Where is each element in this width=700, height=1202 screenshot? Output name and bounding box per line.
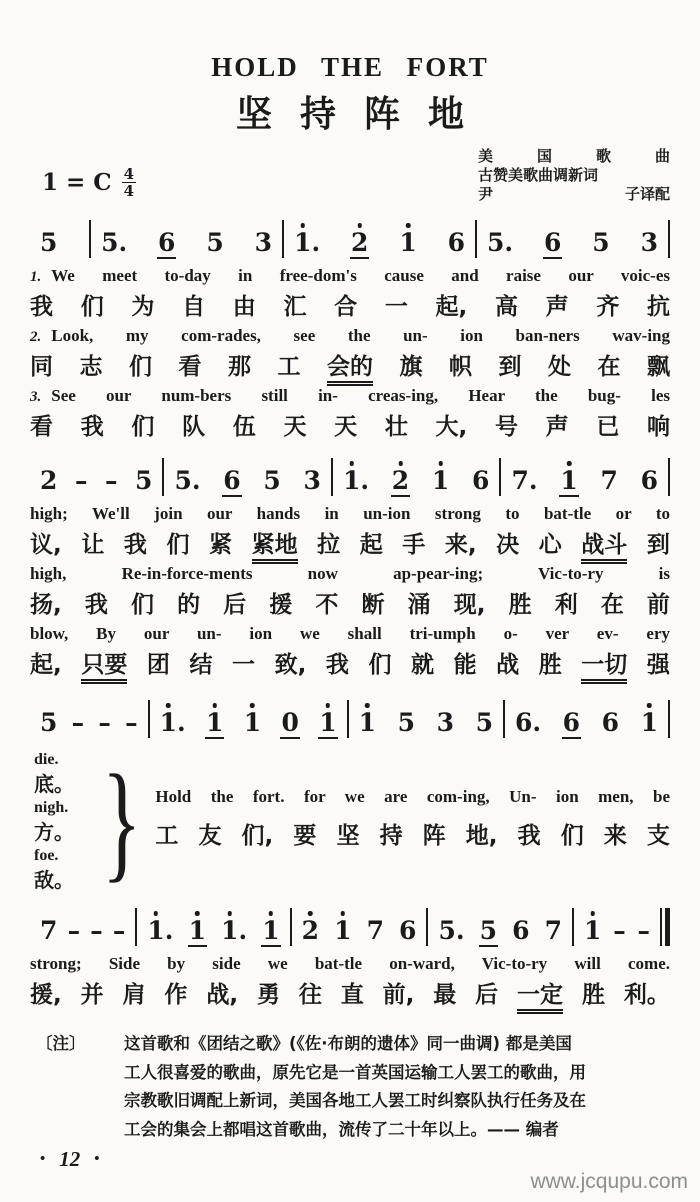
lyric-syllable: 壮 <box>384 413 408 440</box>
note-digit: 5. <box>487 228 514 257</box>
lyric-line-en <box>30 266 670 291</box>
verse-number: 3. <box>30 389 42 405</box>
lyric-line-zh <box>30 291 670 326</box>
lyric-syllable: 帜 <box>449 353 472 380</box>
ending-word: 方。 <box>34 820 74 844</box>
note-digit: 1. <box>146 907 174 947</box>
editor-note <box>30 1030 670 1144</box>
measure <box>30 219 89 259</box>
music-line-4 <box>30 900 670 954</box>
lyric-syllable: 地, <box>465 822 498 849</box>
lyric-syllable: 我 <box>517 822 541 849</box>
lyric-syllable: 涌 <box>407 591 431 618</box>
lyric-syllable: 声 <box>545 293 569 320</box>
lyric-syllable: 号 <box>494 413 518 440</box>
lyric-syllable: 手 <box>402 531 426 558</box>
lyric-text: Hold the fort. for we are com-ing, Un- ion men, be <box>155 787 670 806</box>
barline <box>668 700 670 738</box>
lyric-syllable: 齐 <box>596 293 620 320</box>
lyric-line-zh <box>30 351 670 386</box>
lyric-syllable: 抗 <box>647 293 670 320</box>
credit-text: 子译配 <box>624 185 670 203</box>
barline-thin <box>660 908 662 946</box>
page-bullet-right: • <box>94 1151 100 1167</box>
lyric-syllable: 不 <box>315 591 339 618</box>
note-digit: 1 <box>318 699 337 739</box>
page-number <box>40 1147 100 1172</box>
ending-word: 底。 <box>34 772 74 796</box>
lyric-syllable: 合 <box>334 293 358 320</box>
note-digit: 1. <box>159 699 187 739</box>
note-digit: 1 <box>559 457 578 497</box>
note-lines <box>124 1030 670 1144</box>
note-digit: 7 <box>40 916 58 945</box>
credit-line-origin <box>478 147 670 166</box>
note-digit: 6 <box>512 916 530 945</box>
lyric-syllable: 前, <box>382 981 415 1008</box>
lyric-syllable: 后 <box>475 981 499 1008</box>
lyric-syllable: 那 <box>228 353 251 380</box>
lyric-syllable: 们 <box>131 413 155 440</box>
chorus-lyrics <box>155 787 670 855</box>
ending-word: foe. <box>34 847 59 864</box>
lyric-line-zh <box>30 529 670 564</box>
dash-glyph: – <box>71 708 85 737</box>
lyric-syllable: 后 <box>223 591 247 618</box>
music-line-2 <box>30 450 670 504</box>
measure <box>284 219 475 259</box>
note-digit: 5 <box>475 708 493 737</box>
measure <box>30 457 162 497</box>
lyric-line-en <box>30 386 670 411</box>
lyric-syllable: 已 <box>596 413 620 440</box>
note-digit: 1 <box>243 699 262 739</box>
lyric-syllable: 断 <box>361 591 385 618</box>
lyric-syllable: 战 <box>496 651 520 678</box>
dash-glyph: – <box>67 916 81 945</box>
lyric-syllable: 自 <box>182 293 206 320</box>
lyric-syllable: 来, <box>444 531 477 558</box>
note-digit: 2 <box>40 466 58 495</box>
note-digit: 7 <box>600 466 618 495</box>
lyric-syllable: 前 <box>646 591 670 618</box>
note-line: 工会的集会上都唱这首歌曲，流传了二十年以上。—— 编者 <box>124 1119 559 1139</box>
note-digit: 1 <box>205 699 224 739</box>
measure <box>501 457 668 497</box>
title-chinese: 坚持阵地 <box>235 94 492 135</box>
lyric-syllable: 天 <box>334 413 358 440</box>
lyric-syllable: 大, <box>435 413 468 440</box>
note-digit: 3 <box>303 466 321 495</box>
note-digit: 6 <box>447 228 465 257</box>
dash-glyph: – <box>125 708 138 737</box>
meter-numerator: 4 <box>123 165 135 183</box>
note-digit: 6 <box>399 916 417 945</box>
lyric-syllable: 就 <box>411 651 434 678</box>
lyric-line-zh <box>30 979 670 1014</box>
note-label: 〔注〕 <box>36 1034 86 1053</box>
note-digit: 5 <box>592 228 610 257</box>
lyric-syllable: 一 <box>384 293 408 320</box>
lyric-syllable: 支 <box>646 822 670 849</box>
note-digit: 2 <box>391 457 410 497</box>
lyric-syllable: 援 <box>269 591 293 618</box>
lyric-text: blow, By our un- ion we shall tri-umph o- ver ev- ery <box>30 624 670 643</box>
note-digit: 1 <box>640 699 659 739</box>
lyric-syllable: 战斗 <box>581 533 627 564</box>
lyric-syllable: 直 <box>340 981 364 1008</box>
lyric-syllable: 伍 <box>232 413 256 440</box>
page-number-value: 12 <box>59 1147 81 1171</box>
lyric-syllable: 要 <box>293 822 317 849</box>
note-digit: 1 <box>261 907 280 947</box>
lyric-syllable: 队 <box>182 413 206 440</box>
note-digit: 6 <box>640 466 658 495</box>
lyric-syllable: 在 <box>597 353 621 380</box>
measure <box>30 699 148 739</box>
note-line: 工人很喜爱的歌曲，原先它是一首英国运输工人罢工的歌曲，用 <box>124 1062 586 1082</box>
measure <box>164 457 331 497</box>
lyrics-block-1 <box>30 266 670 446</box>
note-line: 这首歌和《团结之歌》(《佐·布朗的遗体》同一曲调) 都是美国 <box>124 1034 572 1053</box>
lyric-syllable: 们 <box>129 353 152 380</box>
lyric-syllable: 扬, <box>30 591 62 618</box>
note-digit: 5 <box>206 228 224 257</box>
lyric-line-en <box>30 564 670 589</box>
lyric-syllable: 援, <box>30 981 62 1008</box>
note-digit: 5 <box>479 907 498 947</box>
barline <box>668 458 670 496</box>
lyric-syllable: 紧地 <box>252 533 298 564</box>
credit-line-source <box>478 166 670 185</box>
note-digit: 1. <box>293 219 321 259</box>
lyric-syllable: 为 <box>131 293 155 320</box>
lyric-syllable: 天 <box>283 413 307 440</box>
note-digit: 6 <box>601 708 620 737</box>
lyric-syllable: 决 <box>496 531 520 558</box>
music-line-3 <box>30 692 670 746</box>
lyric-text: Look, my com-rades, see the un- ion ban-ners wav-ing <box>51 326 670 345</box>
lyric-syllable: 响 <box>647 413 670 440</box>
lyric-syllable: 们 <box>368 651 392 678</box>
lyric-line-en <box>30 326 670 351</box>
lyric-syllable: 看 <box>30 413 53 440</box>
note-digit: 6 <box>472 466 490 495</box>
lyric-syllable: 看 <box>178 353 202 380</box>
barline <box>668 220 670 258</box>
lyric-syllable: 我 <box>84 591 108 618</box>
lyric-line-en <box>30 504 670 529</box>
lyric-syllable: 们, <box>241 822 274 849</box>
measure <box>137 907 289 947</box>
measure <box>574 907 660 947</box>
note-digit: 5 <box>40 708 58 737</box>
music-line-1 <box>30 212 670 266</box>
note-digit: 5. <box>174 466 201 495</box>
lyric-line-en <box>30 624 670 649</box>
meter-denominator: 4 <box>123 182 135 200</box>
lyric-syllable: 们 <box>80 293 104 320</box>
lyric-line-zh <box>155 820 670 855</box>
lyric-text: high, Re-in-force-ments now ap-pear-ing; Vic-to-ry is <box>30 564 670 583</box>
credit-text: 美 <box>478 147 494 165</box>
measure <box>91 219 282 259</box>
lyric-line-zh <box>30 589 670 624</box>
credit-line-translator <box>478 185 670 204</box>
credit-text: 古赞美歌曲调新词 <box>478 166 599 184</box>
lyric-syllable: 们 <box>560 822 584 849</box>
note-digit: 1 <box>358 699 377 739</box>
note-digit: 5. <box>101 228 128 257</box>
chorus-endings-stack <box>34 749 96 893</box>
lyric-syllable: 结 <box>189 651 213 678</box>
credit-text: 国 <box>536 147 552 165</box>
lyric-syllable: 最 <box>433 981 457 1008</box>
rest-glyph: 0 <box>280 699 299 739</box>
verse-number: 1. <box>30 269 42 285</box>
note-digit: 7 <box>544 916 562 945</box>
credits <box>478 147 670 204</box>
lyric-syllable: 一定 <box>517 983 563 1014</box>
lyric-syllable: 心 <box>538 531 562 558</box>
lyric-text: We meet to-day in free-dom's cause and raise our voic-es <box>51 266 670 285</box>
dash-glyph: – <box>112 916 126 945</box>
lyric-syllable: 高 <box>494 293 518 320</box>
note-digit: 6 <box>543 219 562 259</box>
lyric-syllable: 利 <box>554 591 578 618</box>
lyric-syllable: 会的 <box>327 355 373 386</box>
lyric-text: high; We'll join our hands in un-ion strong to bat-tle or to <box>30 504 670 523</box>
ending-word: die. <box>34 751 59 768</box>
lyric-syllable: 起 <box>359 531 383 558</box>
lyric-line-en <box>30 954 670 979</box>
credit-text: 曲 <box>654 147 670 165</box>
ending-word: 敌。 <box>34 868 74 892</box>
note-digit: 7 <box>366 916 384 945</box>
lyric-syllable: 利。 <box>623 981 670 1008</box>
lyric-syllable: 一切 <box>581 653 627 684</box>
note-digit: 1 <box>398 219 417 259</box>
dash-glyph: – <box>98 708 111 737</box>
lyric-syllable: 到 <box>498 353 522 380</box>
lyric-syllable: 飘 <box>647 353 670 380</box>
lyric-syllable: 肩 <box>122 981 146 1008</box>
measure <box>30 907 135 947</box>
page-bullet-left: • <box>40 1151 46 1167</box>
lyric-syllable: 我 <box>325 651 349 678</box>
note-digit: 3 <box>254 228 273 257</box>
lyric-syllable: 起, <box>30 651 62 678</box>
lyric-syllable: 我 <box>30 293 53 320</box>
dash-glyph: – <box>90 916 103 945</box>
lyric-syllable: 工 <box>277 353 301 380</box>
lyric-syllable: 我 <box>80 413 104 440</box>
measure <box>505 699 668 739</box>
lyric-syllable: 胜 <box>538 651 562 678</box>
dash-glyph: – <box>74 466 88 495</box>
lyric-text: See our num-bers still in- creas-ing, Hear the bug- les <box>51 386 670 405</box>
lyric-syllable: 的 <box>177 591 201 618</box>
lyric-syllable: 们 <box>166 531 190 558</box>
lyric-syllable: 同 <box>30 353 53 380</box>
lyric-syllable: 一 <box>232 651 255 678</box>
note-digit: 1. <box>220 907 248 947</box>
note-digit: 3 <box>640 228 658 257</box>
dash-glyph: – <box>613 916 626 945</box>
note-digit: 1 <box>188 907 207 947</box>
time-signature <box>122 167 136 198</box>
lyric-syllable: 志 <box>79 353 103 380</box>
lyric-syllable: 议, <box>30 531 62 558</box>
measure <box>150 699 347 739</box>
final-barline <box>660 908 670 946</box>
lyric-line-zh <box>30 649 670 684</box>
note-digit: 5. <box>438 916 465 945</box>
lyric-line-en <box>155 787 670 812</box>
note-digit: 6 <box>157 219 176 259</box>
lyric-syllable: 往 <box>298 981 322 1008</box>
ending-word: nigh. <box>34 799 69 816</box>
lyric-syllable: 我 <box>123 531 147 558</box>
lyric-syllable: 胜 <box>581 981 605 1008</box>
measure <box>292 907 427 947</box>
note-digit: 5 <box>263 466 281 495</box>
note-digit: 5 <box>397 708 416 737</box>
lyrics-block-2 <box>30 504 670 684</box>
note-digit: 3 <box>436 708 455 737</box>
credit-text: 歌 <box>595 147 611 165</box>
note-digit: 6. <box>514 708 542 737</box>
barline-thick <box>665 908 670 946</box>
lyric-syllable: 持 <box>379 822 403 849</box>
note-digit: 2 <box>350 219 369 259</box>
note-digit: 6 <box>562 699 581 739</box>
note-digit: 1. <box>342 457 370 497</box>
chorus-block <box>34 746 670 896</box>
lyric-syllable: 战, <box>206 981 239 1008</box>
brace-glyph: } <box>102 747 142 894</box>
note-line: 宗教歌旧调配上新词，美国各地工人罢工时纠察队执行任务及在 <box>124 1091 586 1110</box>
lyric-syllable: 强 <box>646 651 670 678</box>
lyric-syllable: 能 <box>453 651 477 678</box>
lyric-line-zh <box>30 411 670 446</box>
lyric-syllable: 勇 <box>256 981 280 1008</box>
lyric-syllable: 到 <box>646 531 670 558</box>
lyric-syllable: 紧 <box>209 531 232 558</box>
verse-number: 2. <box>30 329 42 345</box>
measure <box>349 699 503 739</box>
note-digit: 1 <box>583 907 602 947</box>
note-digit: 1 <box>333 907 352 947</box>
key-label: 1 = C <box>42 169 112 196</box>
key-signature <box>42 167 136 198</box>
title-english: HOLD THE FORT <box>211 52 489 82</box>
lyric-syllable: 们 <box>130 591 154 618</box>
lyric-syllable: 拉 <box>317 531 341 558</box>
lyric-syllable: 起, <box>435 293 468 320</box>
lyric-syllable: 让 <box>81 531 105 558</box>
dash-glyph: – <box>105 466 118 495</box>
credit-text: 尹 <box>478 185 494 203</box>
note-digit: 2 <box>301 907 320 947</box>
lyric-syllable: 友 <box>198 822 222 849</box>
note-digit: 7. <box>511 466 538 495</box>
measure <box>428 907 572 947</box>
lyric-syllable: 现, <box>453 591 486 618</box>
lyric-syllable: 致, <box>274 651 307 678</box>
measure <box>333 457 500 497</box>
note-digit: 5 <box>135 466 153 495</box>
lyric-syllable: 由 <box>232 293 256 320</box>
lyric-syllable: 声 <box>545 413 569 440</box>
lyric-syllable: 汇 <box>283 293 307 320</box>
lyric-syllable: 团 <box>146 651 170 678</box>
lyric-syllable: 作 <box>164 981 188 1008</box>
measure <box>477 219 668 259</box>
lyric-syllable: 胜 <box>508 591 532 618</box>
lyric-text: strong; Side by side we bat-tle on-ward, Vic-to-ry will come. <box>30 954 670 973</box>
meta-row <box>30 142 670 204</box>
lyrics-block-4 <box>30 954 670 1014</box>
note-digit: 1 <box>431 457 450 497</box>
watermark-url: www.jcqupu.com <box>530 1170 688 1193</box>
note-digit: 6 <box>222 457 241 497</box>
lyric-syllable: 只要 <box>81 653 127 684</box>
lyric-syllable: 来 <box>603 822 627 849</box>
lyric-syllable: 阵 <box>422 822 446 849</box>
lyric-syllable: 旗 <box>399 353 423 380</box>
lyric-syllable: 坚 <box>336 822 360 849</box>
lyric-syllable: 在 <box>600 591 624 618</box>
dash-glyph: – <box>637 916 650 945</box>
note-digit: 5 <box>40 228 58 257</box>
lyric-syllable: 处 <box>548 353 571 380</box>
lyric-syllable: 并 <box>80 981 104 1008</box>
lyric-syllable: 工 <box>155 822 179 849</box>
